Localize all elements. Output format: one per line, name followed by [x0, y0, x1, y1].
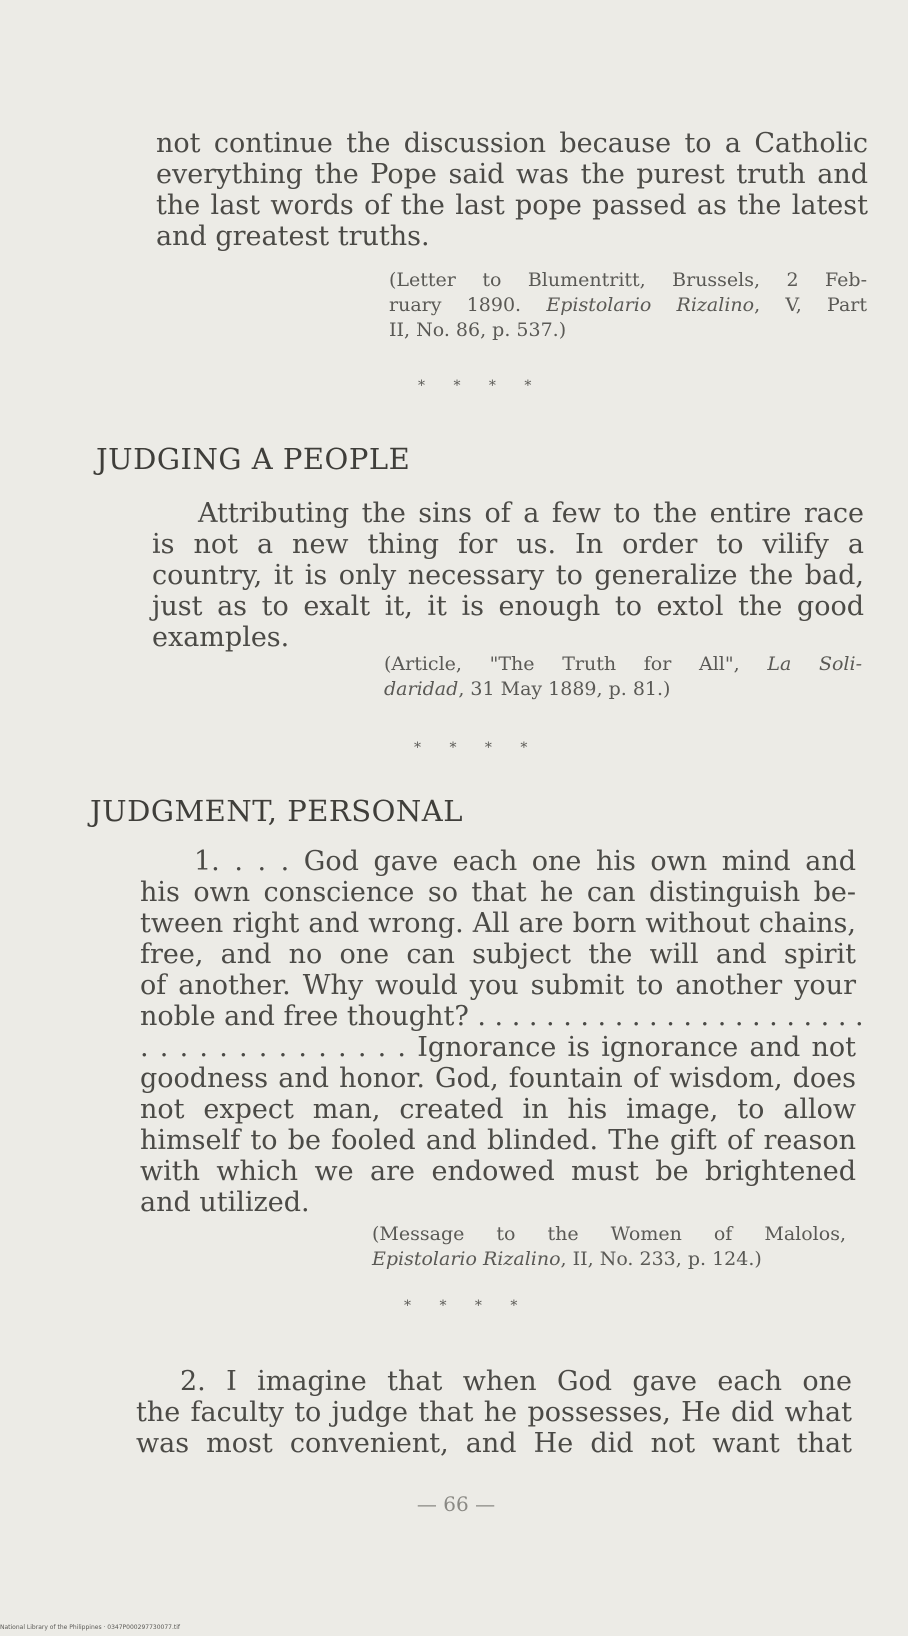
text-line: his own conscience so that he can distinguish be- [140, 877, 856, 908]
section1-paragraph [152, 498, 864, 653]
text-line: the faculty to judge that he possesses, He did what [136, 1397, 852, 1428]
section-separator: * * * * [414, 740, 540, 756]
citation-line: daridad, 31 May 1889, p. 81.) [384, 678, 671, 700]
text-line: the last words of the last pope passed as the latest [156, 190, 868, 221]
intro-citation [389, 268, 867, 343]
page-number: — 66 — [416, 1492, 496, 1516]
text-line: examples. [152, 622, 290, 653]
text-line: country, it is only necessary to generalize the bad, [152, 560, 864, 591]
text-line: goodness and honor. God, fountain of wisdom, does [140, 1063, 856, 1094]
section2-paragraph-2 [136, 1366, 852, 1459]
text-line: tween right and wrong. All are born without chains, [140, 908, 856, 939]
text-line: not continue the discussion because to a Catholic [156, 128, 868, 159]
text-line: and greatest truths. [156, 221, 430, 252]
intro-paragraph [156, 128, 868, 252]
scan-footer: National Library of the Philippines · 0347P000297730077.tif [0, 1624, 181, 1631]
text-line: and utilized. [140, 1187, 310, 1218]
text-line: noble and free thought? . . . . . . . . . . . . . . . . . . . . . . . [140, 1001, 864, 1032]
section1-citation [384, 652, 862, 702]
text-line: with which we are endowed must be brightened [140, 1156, 856, 1187]
text-line: is not a new thing for us. In order to vilify a [152, 529, 864, 560]
section-heading-judging-a-people: JUDGING A PEOPLE [96, 442, 411, 476]
citation-line: (Message to the Women of Malolos, [372, 1223, 846, 1245]
section-separator: * * * * [404, 1298, 530, 1314]
section-separator: * * * * [418, 378, 544, 394]
section2-citation [372, 1222, 846, 1272]
text-line: himself to be fooled and blinded. The gift of reason [140, 1125, 856, 1156]
citation-line: II, No. 86, p. 537.) [389, 319, 567, 341]
text-line: was most convenient, and He did not want that [136, 1428, 852, 1459]
text-line: not expect man, created in his image, to allow [140, 1094, 856, 1125]
text-line: 1. . . . God gave each one his own mind and [194, 846, 856, 877]
text-line: Attributing the sins of a few to the entire race [198, 498, 864, 529]
text-line: . . . . . . . . . . . . . . Ignorance is ignorance and not [140, 1032, 856, 1063]
citation-line: Epistolario Rizalino, II, No. 233, p. 124.) [372, 1248, 762, 1270]
citation-line: (Letter to Blumentritt, Brussels, 2 Feb- [389, 269, 867, 291]
section2-paragraph-1 [140, 846, 864, 1218]
section-heading-judgment-personal: JUDGMENT, PERSONAL [90, 794, 463, 828]
citation-line: (Article, "The Truth for All", La Soli- [384, 653, 863, 675]
text-line: 2. I imagine that when God gave each one [180, 1366, 852, 1397]
text-line: everything the Pope said was the purest truth and [156, 159, 868, 190]
text-line: just as to exalt it, it is enough to extol the good [152, 591, 864, 622]
text-line: of another. Why would you submit to another your [140, 970, 856, 1001]
text-line: free, and no one can subject the will and spirit [140, 939, 856, 970]
citation-line: ruary 1890. Epistolario Rizalino, V, Part [389, 294, 868, 316]
